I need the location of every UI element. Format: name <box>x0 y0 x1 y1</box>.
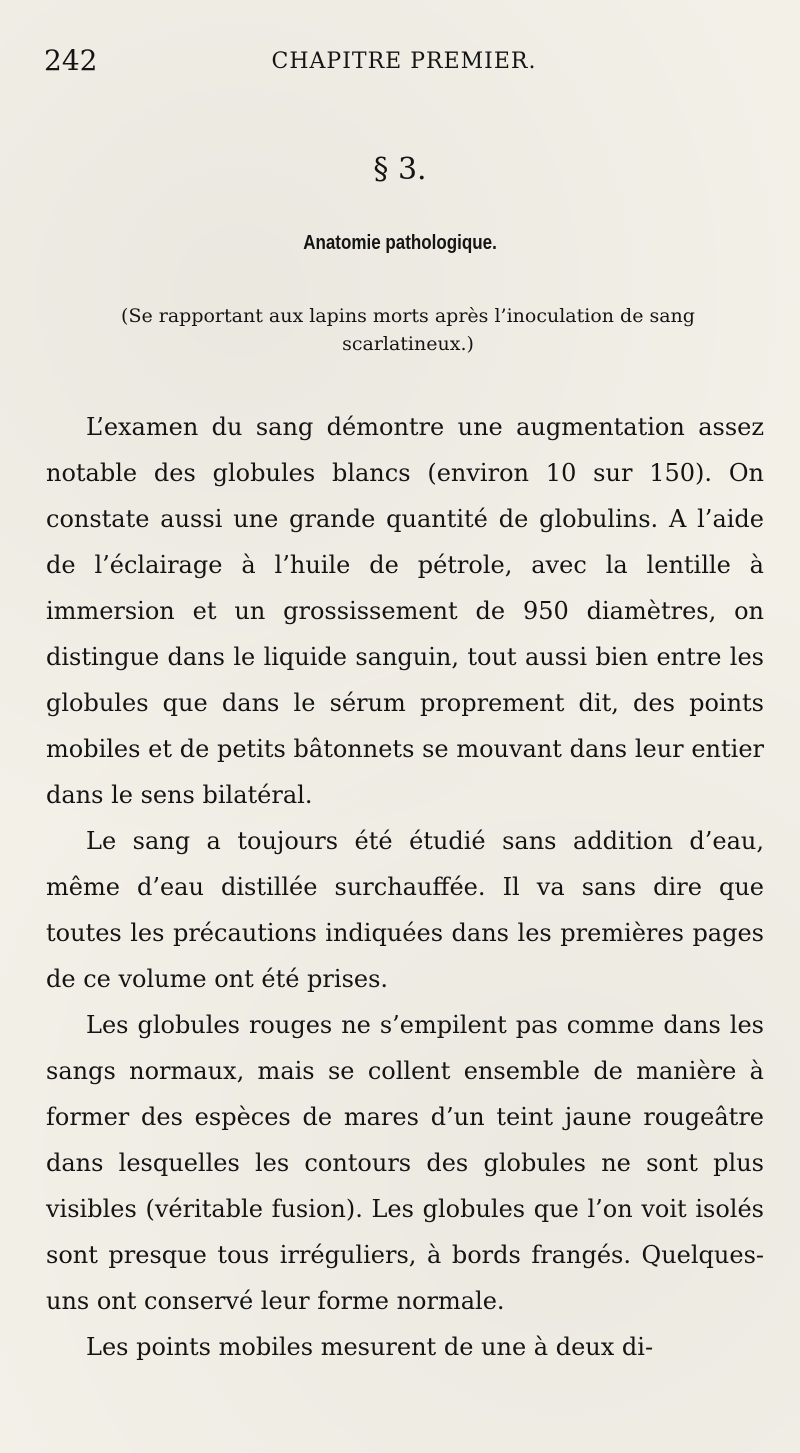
section-number: § 3. <box>373 152 427 187</box>
running-title: CHAPITRE PREMIER. <box>271 49 537 74</box>
section-title: Anatomie pathologique. <box>303 232 497 254</box>
paragraph: Le sang a toujours été étudié sans addition d’eau, même d’eau distillée surchauffée. Il va sans dire que toutes les précautions indiquées dans les premières pages de ce volume ont été prises. <box>46 827 764 993</box>
body-text <box>46 404 764 1370</box>
paragraph: Les globules rouges ne s’empilent pas comme dans les sangs normaux, mais se collent ensemble de manière à former des espèces de mares d’un teint jaune rougeâtre dans lesquelles les contours des globules ne sont plus visibles (véritable fusion). Les globules que l’on voit isolés sont presque tous irréguliers, à bords frangés. Quelques-uns ont conservé leur forme normale. <box>46 1011 764 1315</box>
section-note: (Se rapportant aux lapins morts après l’inoculation de sang scarlatineux.) <box>121 305 695 355</box>
page-number: 242 <box>44 44 98 77</box>
paragraph: L’examen du sang démontre une augmentation assez notable des globules blancs (environ 10 sur 150). On constate aussi une grande quantité de globulins. A l’aide de l’éclairage à l’huile de pétrole, avec la lentille à immersion et un grossissement de 950 diamètres, on distingue dans le liquide sanguin, tout aussi bien entre les globules que dans le sérum proprement dit, des points mobiles et de petits bâtonnets se mouvant dans leur entier dans le sens bilatéral. <box>46 413 764 809</box>
page-header <box>44 44 764 84</box>
paragraph: Les points mobiles mesurent de une à deux di- <box>86 1333 654 1361</box>
